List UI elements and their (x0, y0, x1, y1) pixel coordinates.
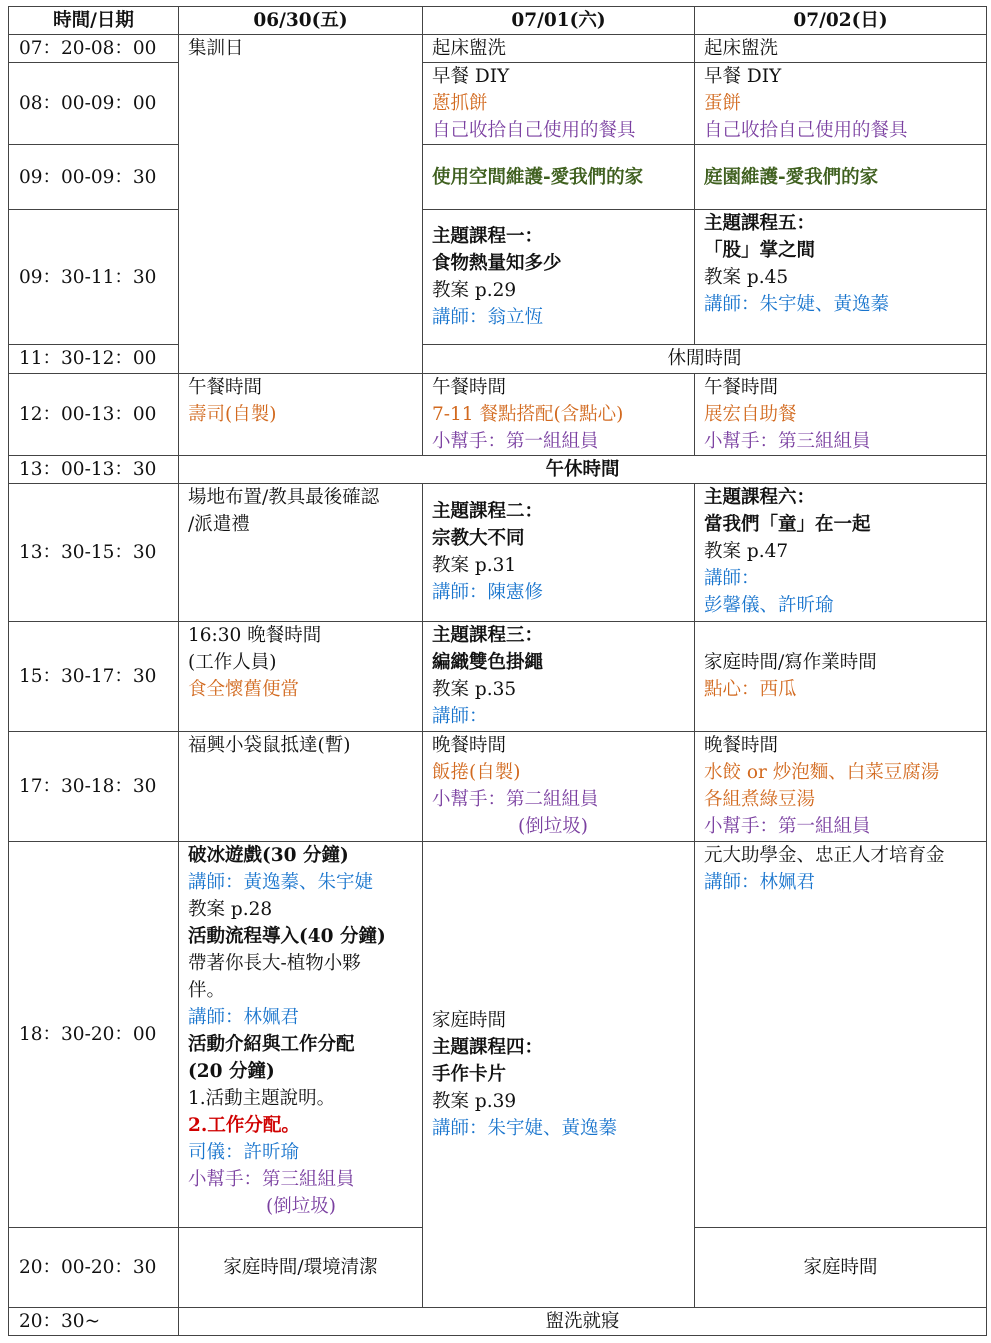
day2-lunch-cell (423, 373, 695, 455)
day2-lunch-food: 7-11 餐點搭配(含點心) (432, 403, 624, 425)
day2-course2-heading: 主題課程二： (432, 501, 544, 523)
day1-assign-item1: 1.活動主題說明。 (188, 1088, 336, 1110)
day2-maintenance: 使用空間維護-愛我們的家 (423, 145, 695, 210)
day2-course1-title: 食物熱量知多少 (432, 253, 562, 275)
day3-scholarship: 元大助學金、忠正人才培育金 (704, 845, 945, 867)
day2-course4-instructor: 講師：朱宇婕、黃逸蓁 (432, 1118, 618, 1139)
time-1530: 15：30-17：30 (9, 621, 179, 731)
day2-course4-plan: 教案 p.39 (432, 1091, 517, 1112)
day3-wake: 起床盥洗 (695, 35, 987, 63)
day3-course6-title: 當我們「童」在一起 (704, 513, 871, 535)
header-day2: 07/01(六) (423, 7, 695, 35)
day2-course1-plan: 教案 p.29 (432, 280, 517, 302)
day1-staff-dinner-l1: 16:30 晚餐時間 (188, 624, 322, 646)
time-0900: 09：00-09：30 (9, 145, 179, 210)
day2-course4-title: 手作卡片 (432, 1064, 507, 1085)
day3-maintenance: 庭園維護-愛我們的家 (695, 145, 987, 210)
header-time-date: 時間/日期 (9, 7, 179, 35)
time-1330: 13：30-15：30 (9, 483, 179, 621)
day2-course3-heading: 主題課程三： (432, 624, 544, 646)
row-0800 (9, 63, 987, 145)
day1-staff-dinner-l2: (工作人員) (188, 651, 277, 673)
time-1130: 11：30-12：00 (9, 345, 179, 373)
nap-time: 午休時間 (179, 455, 987, 483)
day1-intro-topic-l1: 帶著你長大-植物小夥 (188, 953, 361, 975)
day1-intro-flow: 活動流程導入(40 分鐘) (188, 926, 386, 948)
day3-dinner-soup: 各組煮綠豆湯 (704, 789, 816, 810)
day2-course2-instructor: 講師：陳憲修 (432, 582, 544, 604)
day1-arrival: 福興小袋鼠抵達(暫) (188, 735, 351, 756)
day3-dinner-cell (695, 732, 987, 842)
leisure-time: 休閒時間 (423, 345, 987, 373)
day2-course1-heading: 主題課程一： (432, 226, 544, 248)
time-1830: 18：30-20：00 (9, 842, 179, 1228)
day2-breakfast-food: 蔥抓餅 (432, 93, 488, 115)
header-day1: 06/30(五) (179, 7, 423, 35)
day2-dinner-title: 晚餐時間 (432, 735, 507, 756)
day3-family-title: 家庭時間/寫作業時間 (704, 652, 877, 674)
day1-morning-cell (179, 35, 423, 373)
day3-dinner-helper: 小幫手：第一組組員 (704, 816, 871, 837)
day1-helper-trash: (倒垃圾) (266, 1196, 336, 1218)
day2-course2-title: 宗教大不同 (432, 528, 525, 550)
day3-lunch-title: 午餐時間 (704, 376, 779, 398)
wash-and-sleep: 盥洗就寢 (179, 1307, 987, 1335)
day1-family-clean: 家庭時間/環境清潔 (179, 1227, 423, 1307)
row-1300 (9, 455, 987, 483)
day1-assign-title: 活動介紹與工作分配 (188, 1034, 355, 1056)
day1-helper: 小幫手：第三組組員 (188, 1169, 355, 1191)
day1-training-day: 集訓日 (188, 38, 244, 60)
day3-lunch-food: 展宏自助餐 (704, 403, 797, 425)
day3-scholarship-instructor: 講師：林姵君 (704, 872, 816, 894)
day3-family-time: 家庭時間 (695, 1227, 987, 1307)
day2-course3-title: 編織雙色掛繩 (432, 651, 544, 673)
day1-setup-cell (179, 483, 423, 621)
day1-assign-item2: 2.工作分配。 (188, 1115, 300, 1137)
day3-course6-plan: 教案 p.47 (704, 540, 789, 562)
day3-scholarship-cell (695, 842, 987, 1228)
day3-snack: 點心：西瓜 (704, 679, 797, 701)
day2-dinner-trash: (倒垃圾) (518, 816, 588, 837)
day2-lunch-helper: 小幫手：第一組組員 (432, 430, 599, 452)
day1-setup-l1: 場地布置/教具最後確認 (188, 486, 380, 508)
day2-family-time: 家庭時間 (432, 1010, 507, 1031)
row-1200 (9, 373, 987, 455)
day3-breakfast-title: 早餐 DIY (704, 66, 782, 88)
day3-course6-heading: 主題課程六： (704, 486, 816, 508)
day1-intro-topic-l2: 伴。 (188, 980, 226, 1002)
day2-course3-cell (423, 621, 695, 731)
day2-course2-cell (423, 483, 695, 621)
day3-course5-title: 「股」掌之間 (704, 240, 816, 262)
row-1330 (9, 483, 987, 621)
time-1730: 17：30-18：30 (9, 732, 179, 842)
time-2030: 20：30~ (9, 1307, 179, 1335)
day2-course2-plan: 教案 p.31 (432, 555, 517, 577)
row-0720 (9, 35, 987, 63)
day2-course4-heading: 主題課程四： (432, 1037, 544, 1058)
day3-lunch-helper: 小幫手：第三組組員 (704, 430, 871, 452)
day3-course6-instructor-label: 講師： (704, 567, 760, 589)
schedule-table (8, 6, 987, 1336)
day2-course1-instructor: 講師：翁立恆 (432, 307, 544, 329)
header-day3: 07/02(日) (695, 7, 987, 35)
day2-dinner-food: 飯捲(自製) (432, 762, 521, 783)
time-0720: 07：20-08：00 (9, 35, 179, 63)
row-1830 (9, 842, 987, 1228)
day2-dinner-cell (423, 732, 695, 842)
day3-dinner-title: 晚餐時間 (704, 735, 779, 756)
row-0930 (9, 210, 987, 345)
day3-course5-heading: 主題課程五： (704, 213, 816, 235)
row-1530 (9, 621, 987, 731)
day3-course5-instructor: 講師：朱宇婕、黃逸蓁 (704, 294, 890, 316)
day3-breakfast-note: 自己收拾自己使用的餐具 (704, 120, 908, 142)
time-1200: 12：00-13：00 (9, 373, 179, 455)
day1-emcee: 司儀：許昕瑜 (188, 1142, 300, 1164)
row-2030 (9, 1307, 987, 1335)
day1-intro-instructor: 講師：林姵君 (188, 1007, 300, 1029)
day1-night-cell (179, 842, 423, 1228)
time-0800: 08：00-09：00 (9, 63, 179, 145)
day2-wake: 起床盥洗 (423, 35, 695, 63)
day1-lunch-cell (179, 373, 423, 455)
day2-course3-plan: 教案 p.35 (432, 678, 517, 700)
row-1730 (9, 732, 987, 842)
day2-breakfast-note: 自己收拾自己使用的餐具 (432, 120, 636, 142)
day3-family-cell (695, 621, 987, 731)
day2-breakfast-cell (423, 63, 695, 145)
day1-assign-duration: (20 分鐘) (188, 1061, 275, 1083)
day3-course6-instructor-names: 彭馨儀、許昕瑜 (704, 594, 834, 616)
time-0930: 09：30-11：30 (9, 210, 179, 345)
day1-setup-l2: /派遣禮 (188, 513, 250, 535)
day3-course5-cell (695, 210, 987, 345)
day3-course5-plan: 教案 p.45 (704, 267, 789, 289)
day2-course3-instructor: 講師： (432, 705, 488, 727)
day2-breakfast-title: 早餐 DIY (432, 66, 510, 88)
day1-staff-dinner-cell (179, 621, 423, 731)
day1-icebreaker-plan: 教案 p.28 (188, 899, 273, 921)
day1-staff-dinner-food: 食全懷舊便當 (188, 678, 300, 700)
row-0900 (9, 145, 987, 210)
day3-course6-cell (695, 483, 987, 621)
time-2000: 20：00-20：30 (9, 1227, 179, 1307)
day1-icebreaker-instructor: 講師：黃逸蓁、朱宇婕 (188, 872, 374, 894)
day2-course1-cell (423, 210, 695, 345)
header-row (9, 7, 987, 35)
day3-dinner-food: 水餃 or 炒泡麵、白菜豆腐湯 (704, 762, 940, 783)
day1-arrival-cell (179, 732, 423, 842)
day1-lunch-food: 壽司(自製) (188, 403, 277, 425)
day1-icebreaker: 破冰遊戲(30 分鐘) (188, 845, 349, 867)
row-1130 (9, 345, 987, 373)
day3-breakfast-food: 蛋餅 (704, 93, 742, 115)
day2-dinner-helper: 小幫手：第二組組員 (432, 789, 599, 810)
day3-breakfast-cell (695, 63, 987, 145)
day2-night-cell (423, 842, 695, 1308)
day1-lunch-title: 午餐時間 (188, 376, 263, 398)
time-1300: 13：00-13：30 (9, 455, 179, 483)
day3-lunch-cell (695, 373, 987, 455)
day2-lunch-title: 午餐時間 (432, 376, 507, 398)
